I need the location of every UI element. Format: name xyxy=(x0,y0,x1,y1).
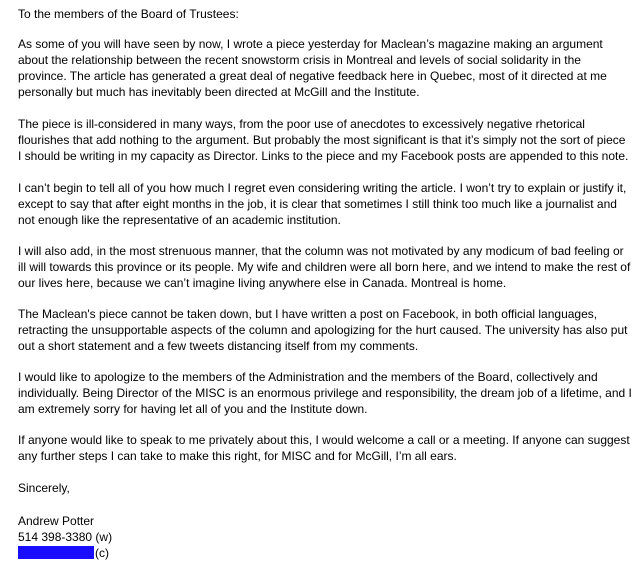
paragraph-contact: If anyone would like to speak to me privately about this, I would welcome a call or a meeting. If anyone can suggest any further steps I can take to make this right, for MISC and for McGill, I’m all ears. xyxy=(18,433,630,463)
closing: Sincerely, xyxy=(18,481,70,495)
signature-name: Andrew Potter xyxy=(18,514,95,528)
redaction-bar xyxy=(18,546,94,559)
cell-phone-suffix: (c) xyxy=(95,546,109,560)
paragraph-not-motivated: I will also add, in the most strenuous manner, that the column was not motivated by any modicum of bad feeling or ill will towards this province or its people. My wife and children were all born here, and we intend to make the rest of our lives here, because we can’t imagine living anywhere else in Canada. Montreal is home. xyxy=(18,244,631,290)
paragraph-apology: I would like to apologize to the members of the Administration and the members of the Board, collectively and individually. Being Director of the MISC is an enormous privilege and responsibility, the dream job of a lifetime, and I am extremely sorry for having let all of you and the Institute down. xyxy=(18,370,632,416)
signature-work-phone: 514 398-3380 (w) xyxy=(18,530,113,544)
paragraph-ill-considered: The piece is ill-considered in many ways, from the poor use of anecdotes to excessively negative rhetorical flourishes that add nothing to the argument. But probably the most significant is that it’s simply not the sort of piece I should be writing in my capacity as Director. Links to the piece and my Facebook posts are appended to this note. xyxy=(18,117,629,163)
paragraph-regret: I can’t begin to tell all of you how much I regret even considering writing the article. I won’t try to explain or justify it, except to say that after eight months in the job, it is clear that sometimes I still think too much like a journalist and not enough like the representative of an academic institution. xyxy=(18,181,627,227)
paragraph-snowstorm-article: As some of you will have seen by now, I wrote a piece yesterday for Maclean’s magazine making an argument about the relationship between the recent snowstorm crisis in Montreal and levels of social solidarity in the province. The article has generated a great deal of negative feedback here in Quebec, most of it directed at me personally but much has inevitably been directed at McGill and the Institute. xyxy=(18,37,607,99)
paragraph-facebook-retraction: The Maclean's piece cannot be taken down, but I have written a post on Facebook, in both official languages, retracting the unsupportable aspects of the column and apologizing for the hurt caused. The university has also put out a short statement and a few tweets distancing itself from my comments. xyxy=(18,307,628,353)
letter-body xyxy=(18,6,632,561)
salutation: To the members of the Board of Trustees: xyxy=(18,7,239,21)
signature-cell-phone xyxy=(18,545,632,561)
